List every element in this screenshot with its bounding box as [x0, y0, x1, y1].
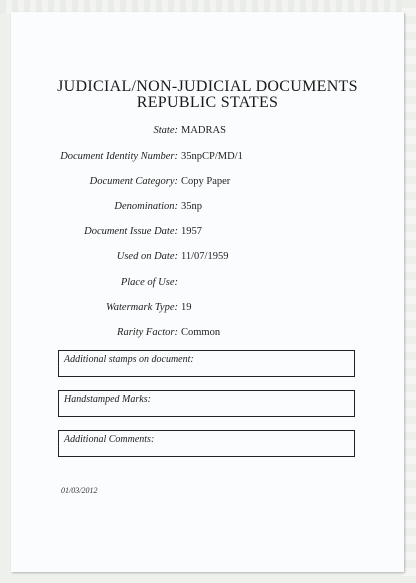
- field-value: Common: [181, 327, 221, 338]
- additional-comments-label: Additional Comments:: [64, 434, 155, 445]
- field-label: Denomination:: [114, 201, 178, 212]
- field-row-watermark-type: [11, 302, 404, 318]
- field-label: State:: [153, 125, 178, 136]
- additional-comments-box: [58, 430, 355, 457]
- field-row-place-of-use: [11, 277, 404, 293]
- field-value: 35np: [181, 201, 202, 212]
- document-sheet: [11, 12, 404, 572]
- field-value: 35npCP/MD/1: [181, 151, 243, 162]
- field-label: Watermark Type:: [105, 302, 178, 313]
- additional-stamps-box: [58, 350, 355, 377]
- field-row-identity-number: [11, 151, 404, 167]
- field-value: 11/07/1959: [181, 251, 229, 262]
- footer-date: 01/03/2012: [61, 486, 98, 495]
- field-label: Document Identity Number:: [60, 151, 178, 162]
- field-row-state: [11, 125, 404, 141]
- field-row-used-on-date: [11, 251, 404, 267]
- field-label: Document Issue Date:: [84, 226, 178, 237]
- field-label: Used on Date:: [116, 251, 178, 262]
- field-label: Document Category:: [89, 176, 178, 187]
- field-row-rarity-factor: [11, 327, 404, 343]
- field-value: 1957: [181, 226, 202, 237]
- field-row-denomination: [11, 201, 404, 217]
- document-title-line1: JUDICIAL/NON-JUDICIAL DOCUMENTS: [57, 78, 358, 95]
- document-title-line2: REPUBLIC STATES: [136, 94, 279, 111]
- field-row-issue-date: [11, 226, 404, 242]
- handstamped-marks-label: Handstamped Marks:: [64, 394, 151, 405]
- field-label: Place of Use:: [120, 277, 178, 288]
- field-label: Rarity Factor:: [117, 327, 178, 338]
- handstamped-marks-box: [58, 390, 355, 417]
- field-row-category: [11, 176, 404, 192]
- field-value: MADRAS: [181, 125, 226, 136]
- background-wall-side: [402, 0, 416, 583]
- additional-stamps-label: Additional stamps on document:: [64, 354, 194, 365]
- field-value: Copy Paper: [181, 176, 231, 187]
- field-value: 19: [181, 302, 192, 313]
